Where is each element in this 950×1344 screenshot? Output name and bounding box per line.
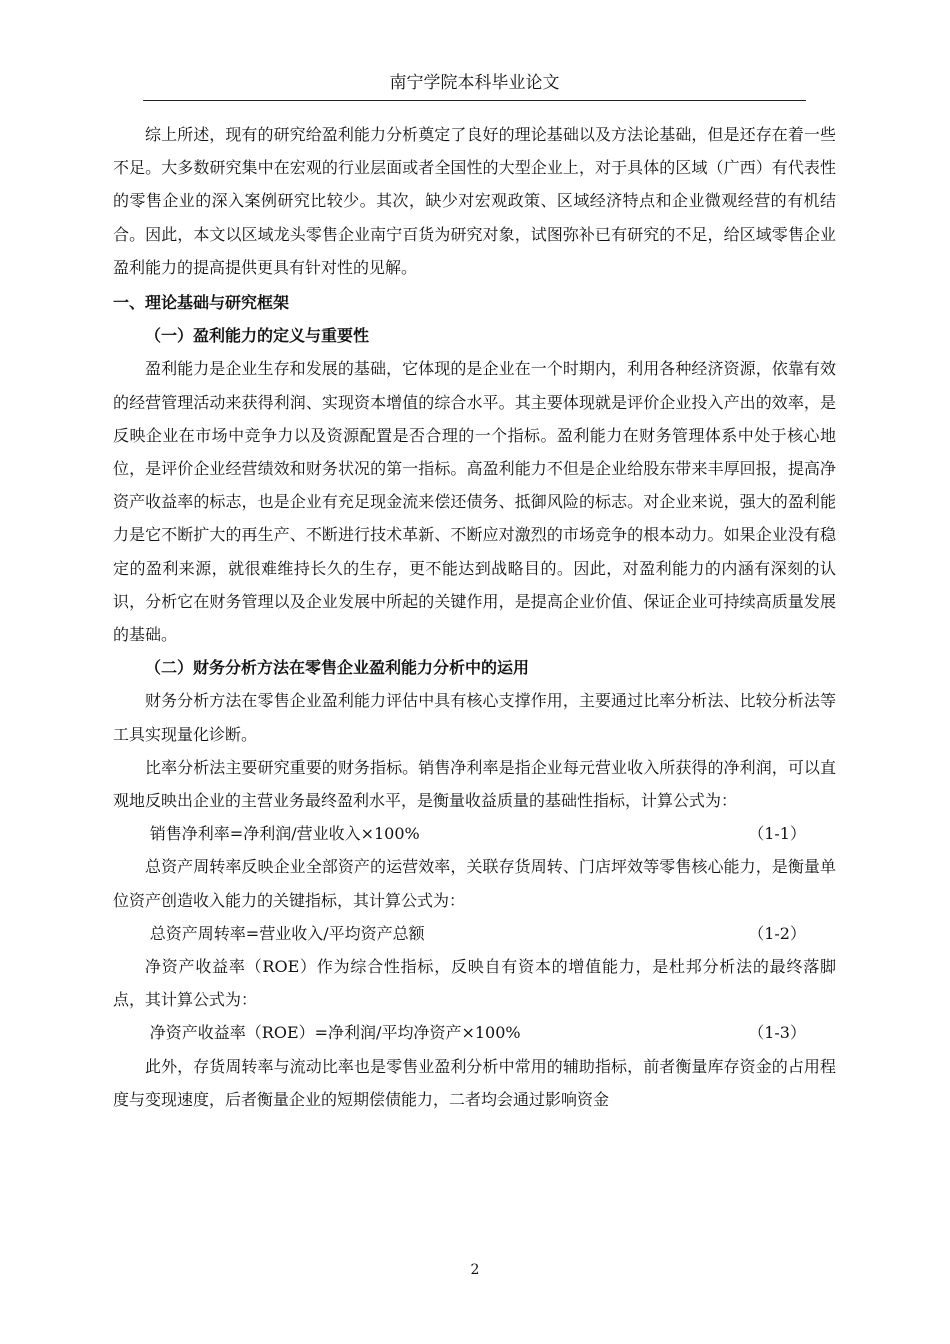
paragraph-auxiliary-indicators: 此外，存货周转率与流动比率也是零售业盈利分析中常用的辅助指标，前者衡量库存资金的占用程度与变现速度，后者衡量企业的短期偿债能力，二者均会通过影响资金 <box>113 1056 836 1109</box>
formula-2-text: 总资产周转率=营业收入/平均资产总额 <box>149 923 425 943</box>
formula-3-number: （1-3） <box>748 1023 806 1043</box>
paragraph-asset-turnover: 总资产周转率反映企业全部资产的运营效率，关联存货周转、门店坪效等零售核心能力，是衡量单位资产创造收入能力的关键指标，其计算公式为： <box>113 857 836 910</box>
page-header <box>143 70 806 101</box>
formula-1-text: 销售净利率=净利润/营业收入×100% <box>149 824 420 844</box>
formula-3 <box>113 1016 836 1049</box>
paragraph-ratio-analysis: 比率分析法主要研究重要的财务指标。销售净利率是指企业每元营业收入所获得的净利润，可以直观地反映出企业的主营业务最终盈利水平，是衡量收益质量的基础性指标，计算公式为： <box>113 757 836 811</box>
page-body <box>113 118 836 1116</box>
formula-2-number: （1-2） <box>748 923 806 943</box>
subsection-heading-2: （二）财务分析方法在零售企业盈利能力分析中的运用 <box>145 658 530 678</box>
paragraph-profitability-definition: 盈利能力是企业生存和发展的基础，它体现的是企业在一个时期内，利用各种经济资源，依靠有效的经营管理活动来获得利润、实现资本增值的综合水平。其主要体现就是评价企业投入产出的效率，是反映企业在市场中竞争力以及资源配置是否合理的一个指标。盈利能力在财务管理体系中处于核心地位，是评价企业经营绩效和财务状况的第一指标。高盈利能力不但是企业给股东带来丰厚回报，提高净资产收益率的标志，也是企业有充足现金流来偿还债务、抵御风险的标志。对企业来说，强大的盈利能力是它不断扩大的再生产、不断进行技术革新、不断应对激烈的市场竞争的根本动力。如果企业没有稳定的盈利来源，就很难维持长久的生存，更不能达到战略目的。因此，对盈利能力的内涵有深刻的认识，分析它在财务管理以及企业发展中所起的关键作用，是提高企业价值、保证企业可持续高质量发展的基础。 <box>113 359 836 645</box>
formula-2 <box>113 917 836 950</box>
subsection-heading-1: （一）盈利能力的定义与重要性 <box>145 326 370 346</box>
page-number: 2 <box>470 1262 480 1278</box>
formula-1 <box>113 817 836 850</box>
formula-3-text: 净资产收益率（ROE）=净利润/平均净资产×100% <box>149 1023 521 1043</box>
section-heading: 一、理论基础与研究框架 <box>113 293 290 313</box>
paragraph-analysis-methods: 财务分析方法在零售企业盈利能力评估中具有核心支撑作用，主要通过比率分析法、比较分析法等工具实现量化诊断。 <box>113 691 836 744</box>
header-title: 南宁学院本科毕业论文 <box>389 73 560 93</box>
paragraph-summary: 综上所述，现有的研究给盈利能力分析奠定了良好的理论基础以及方法论基础，但是还存在着一些不足。大多数研究集中在宏观的行业层面或者全国性的大型企业上，对于具体的区域（广西）有代表性的零售企业的深入案例研究比较少。其次，缺少对宏观政策、区域经济特点和企业微观经营的有机结合。因此，本文以区域龙头零售企业南宁百货为研究对象，试图弥补已有研究的不足，给区域零售企业盈利能力的提高提供更具有针对性的见解。 <box>113 125 836 277</box>
formula-1-number: （1-1） <box>748 824 806 844</box>
paragraph-roe: 净资产收益率（ROE）作为综合性指标，反映自有资本的增值能力，是杜邦分析法的最终落脚点，其计算公式为： <box>113 957 836 1010</box>
